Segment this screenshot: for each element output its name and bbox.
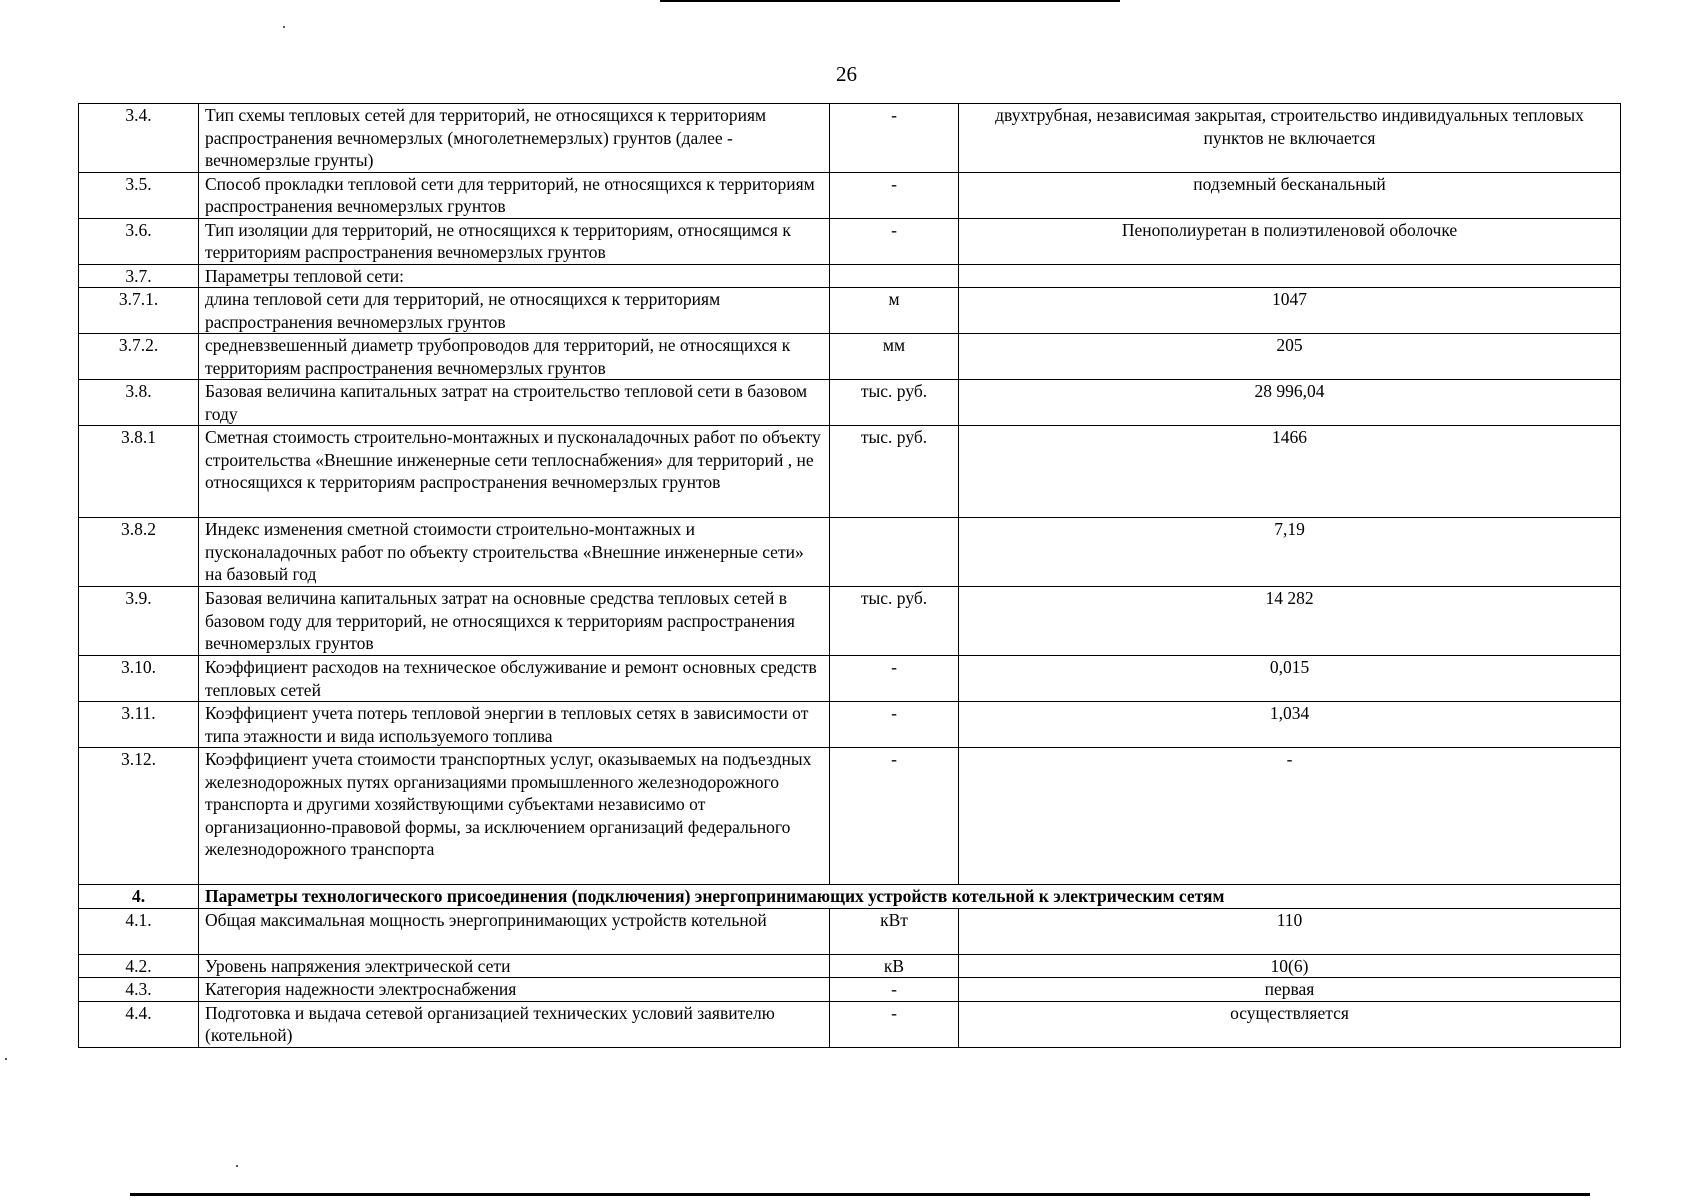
row-number: 3.6. [79, 218, 199, 264]
row-value: двухтрубная, независимая закрытая, строительство индивидуальных тепловых пунктов не включается [959, 104, 1621, 173]
table-row [79, 334, 1621, 380]
scan-speck [5, 1058, 7, 1060]
bottom-edge-rule [130, 1193, 1590, 1196]
table-row [79, 288, 1621, 334]
row-unit: тыс. руб. [830, 380, 959, 426]
table-row [79, 587, 1621, 656]
row-parameter: длина тепловой сети для территорий, не относящихся к территориям распространения вечномерзлых грунтов [199, 288, 830, 334]
row-value [959, 264, 1621, 288]
row-number: 4.4. [79, 1001, 199, 1047]
row-unit: - [830, 104, 959, 173]
row-value: 1047 [959, 288, 1621, 334]
row-unit [830, 264, 959, 288]
row-unit: тыс. руб. [830, 587, 959, 656]
row-unit: мм [830, 334, 959, 380]
row-parameter: Базовая величина капитальных затрат на строительство тепловой сети в базовом году [199, 380, 830, 426]
row-number: 4.1. [79, 908, 199, 954]
row-parameter: Тип изоляции для территорий, не относящихся к территориям, относящимся к территориям распространения вечномерзлых грунтов [199, 218, 830, 264]
top-edge-rule [660, 0, 1120, 2]
row-number: 4.2. [79, 954, 199, 978]
table-row [79, 702, 1621, 748]
parameters-table [78, 103, 1621, 1048]
table-row [79, 218, 1621, 264]
table-row [79, 1001, 1621, 1047]
row-number: 3.7.2. [79, 334, 199, 380]
row-value: 28 996,04 [959, 380, 1621, 426]
row-value: первая [959, 978, 1621, 1002]
table-row [79, 172, 1621, 218]
row-value: 110 [959, 908, 1621, 954]
row-value: 205 [959, 334, 1621, 380]
row-unit: - [830, 656, 959, 702]
row-parameter: Коэффициент учета потерь тепловой энергии в тепловых сетях в зависимости от типа этажности и вида используемого топлива [199, 702, 830, 748]
section-title: Параметры технологического присоединения (подключения) энергопринимающих устройств котельной к электрическим сетям [199, 885, 1621, 909]
row-value: 10(6) [959, 954, 1621, 978]
row-value: Пенополиуретан в полиэтиленовой оболочке [959, 218, 1621, 264]
row-unit: кВ [830, 954, 959, 978]
row-number: 3.8.2 [79, 518, 199, 587]
row-number: 3.5. [79, 172, 199, 218]
section-row [79, 885, 1621, 909]
table-row [79, 978, 1621, 1002]
row-parameter: Индекс изменения сметной стоимости строительно-монтажных и пусконаладочных работ по объекту строительства «Внешние инженерные сети» на базовый год [199, 518, 830, 587]
row-parameter: Базовая величина капитальных затрат на основные средства тепловых сетей в базовом году для территорий, не относящихся к территориям распространения вечномерзлых грунтов [199, 587, 830, 656]
table-row [79, 426, 1621, 518]
row-number: 3.4. [79, 104, 199, 173]
row-value: подземный бесканальный [959, 172, 1621, 218]
row-value: осуществляется [959, 1001, 1621, 1047]
row-value: 14 282 [959, 587, 1621, 656]
row-parameter: Общая максимальная мощность энергопринимающих устройств котельной [199, 908, 830, 954]
row-value: - [959, 748, 1621, 885]
row-value: 1466 [959, 426, 1621, 518]
row-unit: кВт [830, 908, 959, 954]
row-number: 3.8. [79, 380, 199, 426]
row-number: 3.7. [79, 264, 199, 288]
row-number: 3.12. [79, 748, 199, 885]
row-unit: м [830, 288, 959, 334]
row-unit: - [830, 748, 959, 885]
row-parameter: Сметная стоимость строительно-монтажных и пусконаладочных работ по объекту строительства «Внешние инженерные сети теплоснабжения» для территорий , не относящихся к территориям распространения вечномерзлых грунтов [199, 426, 830, 518]
row-parameter: Тип схемы тепловых сетей для территорий, не относящихся к территориям распространения вечномерзлых (многолетнемерзлых) грунтов (далее - вечномерзлые грунты) [199, 104, 830, 173]
row-parameter: Коэффициент расходов на техническое обслуживание и ремонт основных средств тепловых сетей [199, 656, 830, 702]
table-row [79, 954, 1621, 978]
row-number: 3.11. [79, 702, 199, 748]
row-number: 3.9. [79, 587, 199, 656]
table-row [79, 104, 1621, 173]
row-parameter: Подготовка и выдача сетевой организацией технических условий заявителю (котельной) [199, 1001, 830, 1047]
row-unit [830, 518, 959, 587]
table-row [79, 264, 1621, 288]
table-row [79, 656, 1621, 702]
row-unit: - [830, 172, 959, 218]
row-parameter: Категория надежности электроснабжения [199, 978, 830, 1002]
row-number: 3.7.1. [79, 288, 199, 334]
row-number: 4.3. [79, 978, 199, 1002]
row-parameter: Способ прокладки тепловой сети для территорий, не относящихся к территориям распространения вечномерзлых грунтов [199, 172, 830, 218]
row-unit: тыс. руб. [830, 426, 959, 518]
table-row [79, 380, 1621, 426]
table-row [79, 748, 1621, 885]
row-number: 3.8.1 [79, 426, 199, 518]
row-parameter: средневзвешенный диаметр трубопроводов для территорий, не относящихся к территориям распространения вечномерзлых грунтов [199, 334, 830, 380]
row-unit: - [830, 218, 959, 264]
row-value: 0,015 [959, 656, 1621, 702]
scan-speck [236, 1165, 238, 1167]
row-number: 3.10. [79, 656, 199, 702]
scan-speck [283, 26, 285, 28]
row-parameter: Коэффициент учета стоимости транспортных услуг, оказываемых на подъездных железнодорожных путях организациями промышленного железнодорожного транспорта и другими хозяйствующими субъектами независимо от организационно-правовой формы, за исключением организаций федерального железнодорожного транспорта [199, 748, 830, 885]
table-row [79, 518, 1621, 587]
row-parameter: Параметры тепловой сети: [199, 264, 830, 288]
section-number: 4. [79, 885, 199, 909]
page-number: 26 [836, 62, 857, 86]
row-parameter: Уровень напряжения электрической сети [199, 954, 830, 978]
row-unit: - [830, 978, 959, 1002]
table-row [79, 908, 1621, 954]
row-unit: - [830, 702, 959, 748]
row-unit: - [830, 1001, 959, 1047]
row-value: 7,19 [959, 518, 1621, 587]
row-value: 1,034 [959, 702, 1621, 748]
